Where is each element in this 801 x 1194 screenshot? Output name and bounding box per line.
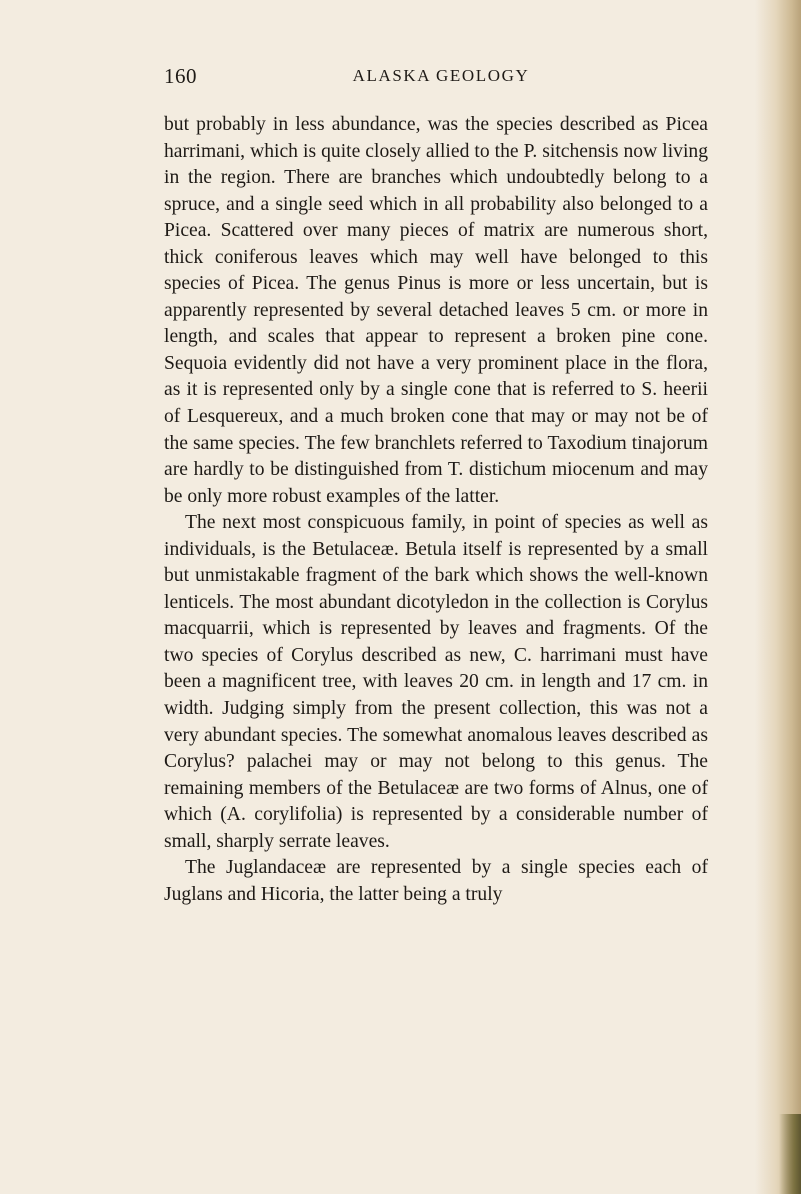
running-head: ALASKA GEOLOGY: [352, 66, 530, 85]
paragraph-3: The Juglandaceæ are represented by a single species each of Juglans and Hicoria, the latter being a truly: [164, 857, 708, 905]
page-edge-dark-corner: [779, 1114, 801, 1194]
body-text: [164, 112, 708, 908]
page-edge-shading: [755, 0, 801, 1194]
page-header: [164, 64, 708, 94]
page-number: 160: [164, 64, 197, 88]
paragraph-2: The next most conspicuous family, in point of species as well as individuals, is the Betulaceæ. Betula itself is represented by a small but unmistakable fragment of the bark which shows the well-known lenticels. The most abundant dicotyledon in the collection is Corylus macquarrii, which is represented by leaves and fragments. Of the two species of Corylus described as new, C. harrimani must have been a magnificent tree, with leaves 20 cm. in length and 17 cm. in width. Judging simply from the present collection, this was not a very abundant species. The somewhat anomalous leaves described as Corylus? palachei may or may not belong to this genus. The remaining members of the Betulaceæ are two forms of Alnus, one of which (A. corylifolia) is represented by a considerable number of small, sharply serrate leaves.: [164, 512, 708, 852]
paragraph-1: but probably in less abundance, was the species described as Picea harrimani, which is quite closely allied to the P. sitchensis now living in the region. There are branches which undoubtedly belong to a spruce, and a single seed which in all probability also belonged to a Picea. Scattered over many pieces of matrix are numerous short, thick coniferous leaves which may well have belonged to this species of Picea. The genus Pinus is more or less uncertain, but is apparently represented by several detached leaves 5 cm. or more in length, and scales that appear to represent a broken pine cone. Sequoia evidently did not have a very prominent place in the flora, as it is represented only by a single cone that is referred to S. heerii of Lesquereux, and a much broken cone that may or may not be of the same species. The few branchlets referred to Taxodium tinajorum are hardly to be distinguished from T. distichum miocenum and may be only more robust examples of the latter.: [164, 114, 708, 507]
